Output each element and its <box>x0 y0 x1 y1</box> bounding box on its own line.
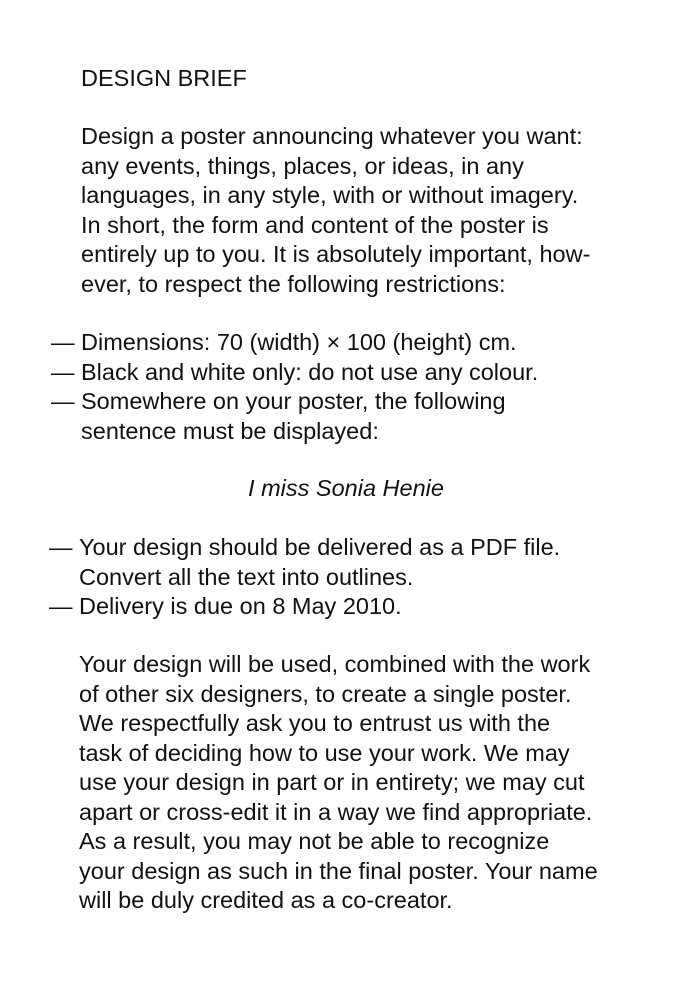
restriction-text: Black and white only: do not use any colour. <box>81 358 539 385</box>
intro-line: ever, to respect the following restrictions: <box>81 270 506 297</box>
restriction-item <box>51 328 671 358</box>
restriction-continuation: sentence must be displayed: <box>81 417 379 444</box>
usage-paragraph <box>79 650 679 916</box>
delivery-continuation: Convert all the text into outlines. <box>79 563 414 590</box>
intro-line: In short, the form and content of the poster is <box>81 211 549 238</box>
intro-line: any events, things, places, or ideas, in any <box>81 152 524 179</box>
intro-paragraph <box>81 122 671 299</box>
delivery-item <box>49 533 671 592</box>
em-dash: — <box>49 534 73 560</box>
restrictions-list <box>51 328 671 446</box>
usage-line: We respectfully ask you to entrust us with the <box>79 710 551 736</box>
usage-line: Your design will be used, combined with the work <box>79 651 591 677</box>
heading-text: DESIGN BRIEF <box>81 65 247 91</box>
em-dash: — <box>51 388 75 414</box>
usage-line: task of deciding how to use your work. We may <box>79 739 570 766</box>
brief-heading <box>81 64 671 94</box>
delivery-item <box>49 592 671 622</box>
intro-line: Design a poster announcing whatever you want: <box>81 123 583 149</box>
usage-line: apart or cross-edit it in a way we find appropriate. <box>79 798 593 825</box>
usage-line: of other six designers, to create a single poster. <box>79 680 572 707</box>
usage-line: As a result, you may not be able to recognize <box>79 828 550 854</box>
usage-line: will be duly credited as a co-creator. <box>79 887 453 913</box>
em-dash: — <box>51 358 75 385</box>
usage-line: use your design in part or in entirety; we may cut <box>79 769 585 795</box>
restriction-item <box>51 358 671 388</box>
intro-line: entirely up to you. It is absolutely important, how- <box>81 241 591 267</box>
delivery-text: Delivery is due on 8 May 2010. <box>79 593 402 619</box>
required-sentence: I miss Sonia Henie <box>248 475 444 501</box>
delivery-text: Your design should be delivered as a PDF file. <box>79 534 561 560</box>
usage-line: your design as such in the final poster. Your name <box>79 857 598 884</box>
em-dash: — <box>49 593 73 619</box>
restriction-text: Somewhere on your poster, the following <box>81 388 506 414</box>
delivery-list <box>49 533 671 622</box>
intro-line: languages, in any style, with or without imagery. <box>81 182 579 208</box>
restriction-item <box>51 387 671 446</box>
restriction-text: Dimensions: 70 (width) × 100 (height) cm. <box>81 329 517 355</box>
em-dash: — <box>51 329 75 355</box>
